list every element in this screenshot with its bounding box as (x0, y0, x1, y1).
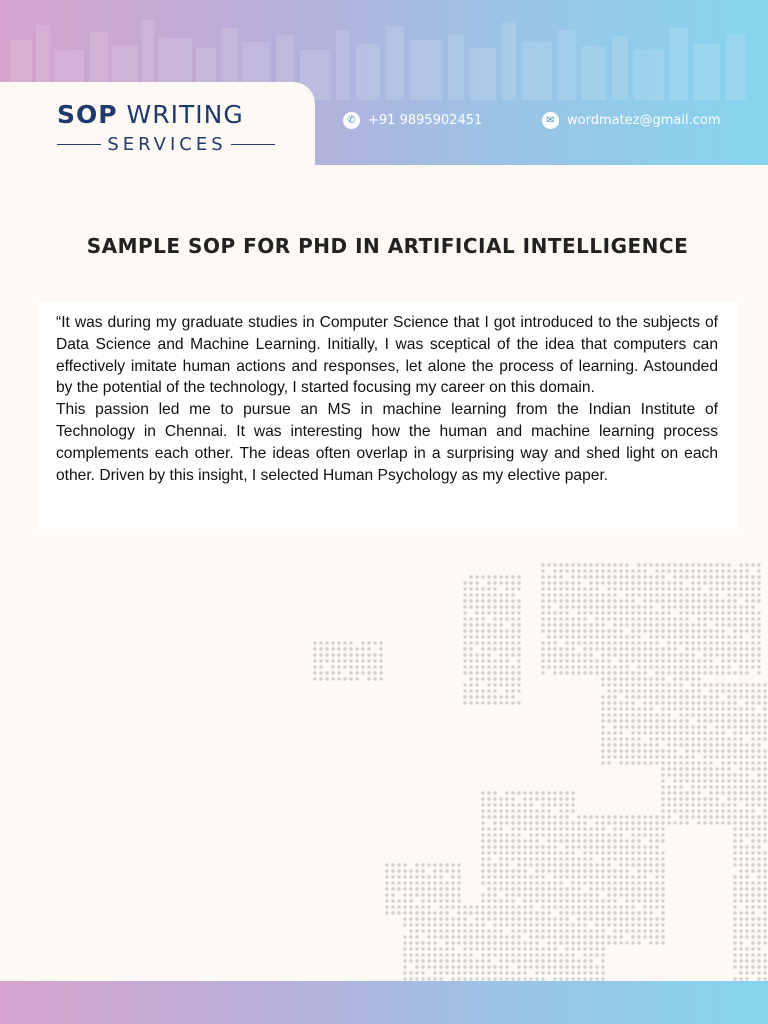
logo-subtitle (57, 134, 275, 155)
page-title: SAMPLE SOP FOR PHD IN ARTIFICIAL INTELLIGENCE (86, 234, 689, 258)
logo-rule-left (57, 144, 101, 145)
footer-banner (0, 981, 768, 1024)
dotted-world-map-watermark (300, 520, 768, 1024)
sop-excerpt (37, 302, 737, 529)
phone-icon: ✆ (343, 112, 360, 129)
logo-wordmark (57, 100, 244, 129)
logo-word-writing: WRITING (126, 100, 244, 129)
paragraph-1: “It was during my graduate studies in Computer Science that I got introduced to the subjects of Data Science and Machine Learning. Initially, I was sceptical of the idea that computers can effectively imitate human actions and responses, let alone the process of learning. Astounded by the potential of the technology, I started focusing my career on this domain. (56, 314, 718, 397)
logo-word-sop: SOP (57, 100, 118, 129)
email-contact[interactable] (542, 112, 721, 129)
envelope-icon: ✉ (542, 112, 559, 129)
phone-number: +91 9895902451 (368, 113, 483, 128)
logo-rule-right (231, 144, 275, 145)
paragraph-2: This passion led me to pursue an MS in machine learning from the Indian Institute of Technology in Chennai. It was interesting how the human and machine learning process complements each other. The ideas often overlap in a surprising way and shed light on each other. Driven by this insight, I selected Human Psychology as my elective paper. (56, 401, 718, 484)
logo-subtitle-text: SERVICES (107, 134, 227, 155)
phone-contact[interactable] (343, 112, 482, 129)
email-address: wordmatez@gmail.com (567, 113, 721, 128)
